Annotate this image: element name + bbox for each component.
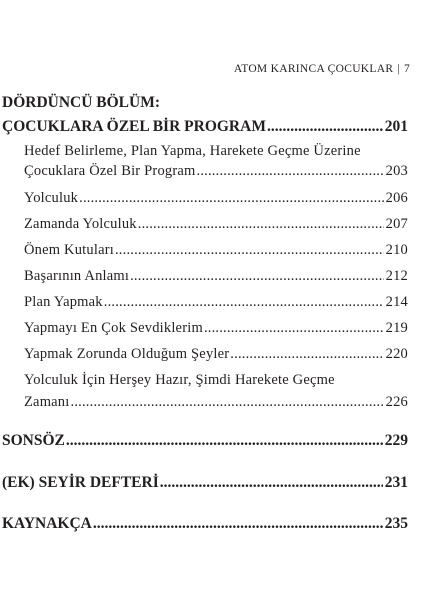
leader-dots bbox=[160, 474, 383, 492]
toc-entry-title-line2: Zamanı bbox=[24, 394, 70, 410]
leader-dots bbox=[230, 346, 383, 363]
leader-dots bbox=[66, 432, 383, 450]
page-number: 7 bbox=[403, 63, 410, 75]
leader-dots bbox=[138, 216, 384, 233]
leader-dots bbox=[130, 268, 384, 285]
toc-entry-title: (EK) SEYİR DEFTERİ bbox=[2, 474, 159, 491]
toc-entry-title-line2: Çocuklara Özel Bir Program bbox=[24, 163, 196, 179]
leader-dots bbox=[267, 118, 383, 136]
toc-entry-section[interactable] bbox=[24, 268, 408, 285]
toc-entry-title: Başarının Anlamı bbox=[24, 268, 130, 284]
toc-entry-chapter[interactable] bbox=[2, 118, 408, 136]
toc-entry-page: 229 bbox=[384, 432, 408, 449]
chapter-label: DÖRDÜNCÜ BÖLÜM: bbox=[2, 94, 161, 111]
leader-dots bbox=[93, 515, 383, 533]
toc-entry-page: 220 bbox=[385, 346, 408, 362]
toc-entry-title: SONSÖZ bbox=[2, 432, 65, 449]
toc-entry-section[interactable] bbox=[24, 294, 408, 311]
toc-entry-page: 214 bbox=[385, 294, 408, 310]
leader-dots bbox=[104, 294, 384, 311]
toc-entry-page: 207 bbox=[385, 216, 408, 232]
toc-entry-page: 206 bbox=[385, 190, 408, 206]
toc-entry-section[interactable] bbox=[24, 394, 408, 411]
toc-entry-section[interactable] bbox=[24, 320, 408, 337]
toc-entry-title: Zamanda Yolculuk bbox=[24, 216, 137, 232]
toc-entry-title: KAYNAKÇA bbox=[2, 515, 92, 532]
running-header bbox=[234, 63, 410, 75]
toc-entry-title-line1[interactable]: Yolculuk İçin Herşey Hazır, Şimdi Harekete Geçme bbox=[24, 372, 335, 388]
leader-dots bbox=[115, 242, 384, 259]
toc-entry-title: Yapmak Zorunda Olduğum Şeyler bbox=[24, 346, 230, 362]
toc-entry-page: 235 bbox=[384, 515, 408, 532]
toc-entry-section[interactable] bbox=[24, 242, 408, 259]
toc-entry-page: 201 bbox=[384, 118, 408, 135]
toc-entry-page: 203 bbox=[385, 163, 408, 179]
toc-entry-page: 231 bbox=[384, 474, 408, 491]
toc-entry-back-matter[interactable] bbox=[2, 432, 408, 450]
toc-entry-page: 210 bbox=[385, 242, 408, 258]
toc-entry-title: Yolculuk bbox=[24, 190, 79, 206]
toc-entry-section[interactable] bbox=[24, 163, 408, 180]
toc-entry-section[interactable] bbox=[24, 346, 408, 363]
toc-entry-title: Yapmayı En Çok Sevdiklerim bbox=[24, 320, 203, 336]
toc-entry-back-matter[interactable] bbox=[2, 474, 408, 492]
toc-entry-page: 212 bbox=[385, 268, 408, 284]
toc-entry-page: 226 bbox=[385, 394, 408, 410]
toc-entry-title: Önem Kutuları bbox=[24, 242, 114, 258]
toc-entry-title: Plan Yapmak bbox=[24, 294, 103, 310]
toc-entry-page: 219 bbox=[385, 320, 408, 336]
toc-entry-title: ÇOCUKLARA ÖZEL BİR PROGRAM bbox=[2, 118, 266, 135]
toc-entry-title-line1[interactable]: Hedef Belirleme, Plan Yapma, Harekete Geçme Üzerine bbox=[24, 143, 361, 159]
leader-dots bbox=[197, 163, 384, 180]
toc-entry-back-matter[interactable] bbox=[2, 515, 408, 533]
leader-dots bbox=[204, 320, 384, 337]
toc-entry-section[interactable] bbox=[24, 190, 408, 207]
leader-dots bbox=[71, 394, 384, 411]
book-title: ATOM KARINCA ÇOCUKLAR bbox=[233, 63, 394, 75]
toc-entry-section[interactable] bbox=[24, 216, 408, 233]
header-separator: | bbox=[397, 63, 400, 75]
leader-dots bbox=[79, 190, 384, 207]
